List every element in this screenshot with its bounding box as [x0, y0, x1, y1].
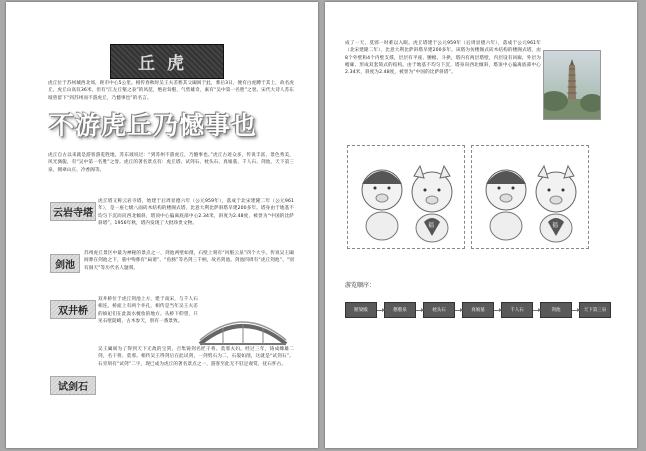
section-label-pagoda: 云岩寺塔 [50, 202, 96, 221]
route-step: 天下第三泉 [579, 302, 611, 318]
arrow-icon [572, 310, 579, 311]
pig-clipart-right [471, 145, 589, 249]
document-page-1 [6, 2, 318, 448]
bridge-clipart [198, 314, 288, 348]
pagoda-photo [543, 50, 601, 120]
arrow-icon [533, 310, 540, 311]
pig-clipart-left [347, 145, 465, 249]
wordart-heading: 不游虎丘乃憾事也 [49, 111, 258, 140]
section-label-bridge: 双井桥 [50, 300, 96, 319]
pagoda-icon [544, 51, 600, 119]
arrow-icon [416, 310, 423, 311]
document-page-2 [325, 2, 637, 448]
route-step: 憨憨泉 [384, 302, 416, 318]
intro-text: 虎丘位于苏州城西北郊，距市中心5公里。相传春秋时吴王夫差葬其父阖闾于此，葬后3日，便有白虎蹲于其上，故名虎丘。虎丘山高仅36米，但有“江左丘壑之表”的风范，绝岩耸壑，气势雄奇，素有“吴中第一名胜”之誉。宋代大诗人苏东坡曾留下“到苏州而不游虎丘，乃憾事也”的名言。 [48, 81, 294, 101]
route-step: 断梁殿 [345, 302, 377, 318]
intro-text-2: 虎丘自古以来就是游客游览胜地，苏东坡说过：“到苏州不游虎丘，乃憾事也。”虎丘古迹众多，传说丰富，景色秀美，风光旖旎，有“吴中第一名胜”之誉。虎丘的著名景点有：虎丘塔、试剑石、枕头石、真娘墓、千人石、剑池、天下第三泉、拥翠山庄、冷香阁等。 [48, 153, 294, 173]
section-text-pagoda: 虎丘塔又称云岩寺塔，始建于后周显德六年（公元959年），落成于北宋建隆二年（公元961年），是一座七级八面砖木结构的楼阁式塔，比意大利比萨斜塔早建200多年。塔身由于地基不均匀下沉而向西北倾斜，塔顶中心偏离底部中心2.34米，斜度为2.48度，被誉为“中国的比萨斜塔”。1956年秋，塔内发现了大批珍贵文物。 [98, 199, 294, 226]
section-text-stone: 吴王阖闾为了得到天下无敌的宝剑，召集铸剑名匠干将、莫邪夫妇。经过三年，铸成雌雄二剑，名干将、莫邪。相传吴王得剑后在此试剑，一剑劈石为二，石裂如削，这就是“试剑石”。石旁刻有“试剑”二字，现已成为虎丘的著名景点之一，游客至此无不驻足观赏，抚石怀古。 [98, 347, 294, 367]
arrow-icon [377, 310, 384, 311]
arrow-icon [494, 310, 501, 311]
page2-text: 成了一天，莫邪一时难以入眠。虎丘塔建于公元959年（后周显德六年），落成于公元961年（北宋建隆二年），比意大利比萨斜塔早建200多年。该塔为仿楼阁式砖木结构的楼阁式塔，由8个外壁和4个内壁支撑，层层有平座、腰檐、斗拱，塔内有两层塔壁，内层设有回廊，外层为檐廊，形成双套筒式的结构。由于地基不均匀下沉，塔身向西北倾斜，塔顶中心偏离底部中心2.34米，斜度为2.48度，被誉为“中国的比萨斜塔”。 [345, 41, 541, 76]
route-step: 剑池 [540, 302, 572, 318]
arrow-icon [455, 310, 462, 311]
pig-fortune-label: 福 [428, 222, 435, 229]
title-banner: 丘虎 [110, 44, 224, 79]
pig-fortune-label-2: 福 [552, 222, 559, 229]
route-step: 枕头石 [423, 302, 455, 318]
route-step: 千人石 [501, 302, 533, 318]
route-flowchart [345, 302, 611, 318]
section-text-sword-pool: 苏州虎丘景区中最为神秘的景点之一，剑池两壁如削，石壁上刻有“风壑云泉”四个大字。传说吴王阖闾葬在剑池之下，墓中殉葬有“扁诸”、“鱼肠”等名剑三千柄，故名剑池。剑池四周有“虎丘剑池”、“别有洞天”等历代名人题刻。 [84, 251, 294, 271]
route-step: 真娘墓 [462, 302, 494, 318]
section-text-bridge: 双井桥位于虎丘剑池上方，建于南宋，与千人石相连。桥面上有两个井孔，相传是当年吴王夫差的嫔妃们在此汲水梳妆的地方。从桥下仰望，只见石壁陡峭，古木参天，别有一番景致。 [98, 297, 198, 324]
section-label-stone: 试剑石 [50, 376, 96, 395]
route-heading: 游览顺序： [345, 282, 376, 289]
section-label-sword-pool: 剑池 [50, 254, 80, 273]
